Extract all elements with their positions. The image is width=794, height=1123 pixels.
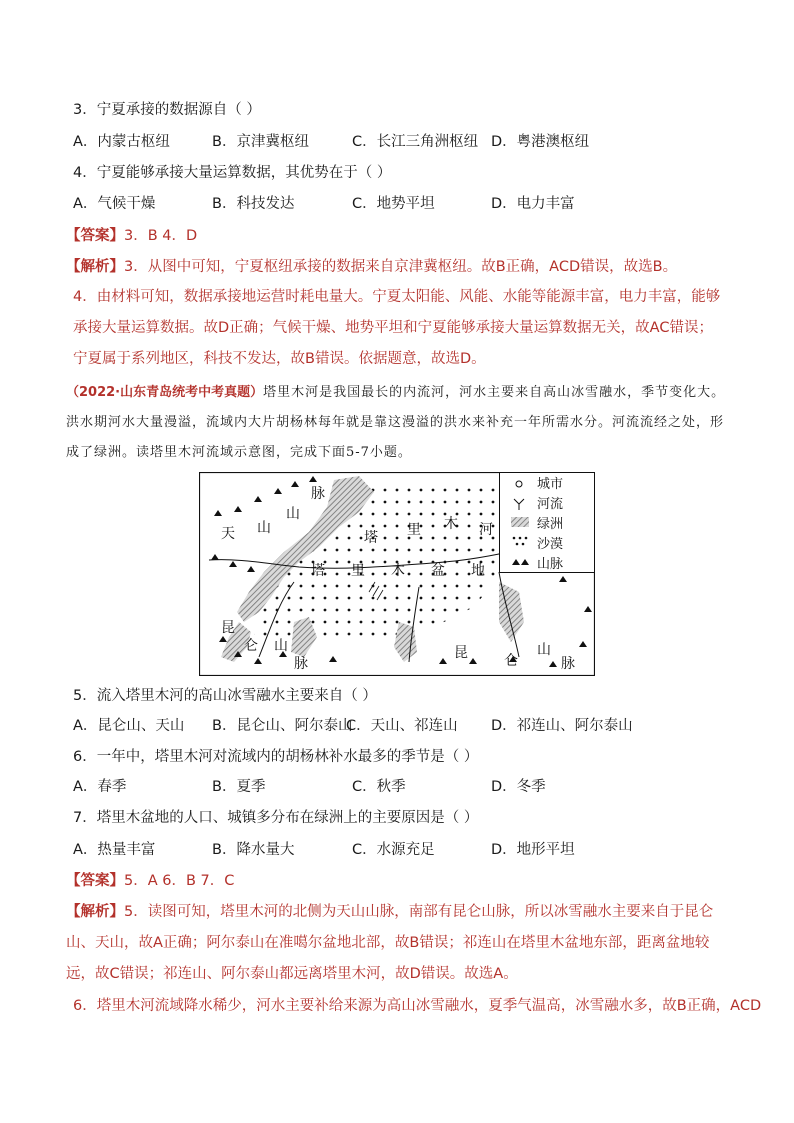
q7-option-a: A．热量丰富 xyxy=(73,842,156,858)
q7-option-b: B．降水量大 xyxy=(212,842,295,858)
label-ta2: 塔 xyxy=(311,563,325,579)
q6-option-a: A．春季 xyxy=(73,779,127,795)
q3-option-d: D．粤港澳枢纽 xyxy=(491,134,590,150)
explanation-6: 6．塔里木河流域降水稀少，河水主要补给来源为高山冰雪融水，夏季气温高，冰雪融水多，故B正确，ACD xyxy=(73,998,762,1014)
q6-stem: 6．一年中，塔里木河对流域内的胡杨林补水最多的季节是（ ） xyxy=(73,749,479,765)
legend-desert: 沙漠 xyxy=(537,537,564,552)
explanation-5-text: 5．读图可知，塔里木河的北侧为天山山脉，南部有昆仑山脉，所以冰雪融水主要来自于昆仑山、天山，故A正确；阿尔泰山在准噶尔盆地北部，故B错误；祁连山在塔里木盆地东部，距离盆地较远，故C错误；祁连山、阿尔泰山都远离塔里木河，故D错误。故选A。 xyxy=(66,904,714,982)
label-he: 河 xyxy=(479,522,493,538)
label-li2: 里 xyxy=(351,563,365,579)
label-kun: 昆 xyxy=(221,620,235,636)
label-lun2: 仑 xyxy=(504,653,518,669)
q7-option-d: D．地形平坦 xyxy=(491,842,575,858)
answer-3-4 xyxy=(66,226,197,246)
q3-option-c: C．长江三角洲枢纽 xyxy=(352,134,479,150)
legend-river: 河流 xyxy=(537,497,564,512)
explanation-label-2: 【解析】 xyxy=(66,904,124,920)
q7-stem: 7．塔里木盆地的人口、城镇多分布在绿洲上的主要原因是（ ） xyxy=(73,810,479,826)
q4-option-c: C．地势平坦 xyxy=(352,196,435,212)
q5-option-b: B．昆仑山、阿尔泰山 xyxy=(212,718,353,734)
legend-oasis: 绿洲 xyxy=(537,517,564,532)
label-mai3: 脉 xyxy=(561,656,575,672)
explanation-3 xyxy=(66,257,677,277)
answer-text: 3．B 4．D xyxy=(124,228,198,244)
label-mai2: 脉 xyxy=(294,656,308,672)
label-ta1: 塔 xyxy=(364,530,378,546)
label-mu1: 木 xyxy=(444,516,458,532)
label-shan3: 山 xyxy=(274,638,288,654)
explanation-label: 【解析】 xyxy=(66,259,124,275)
q6-option-d: D．冬季 xyxy=(491,779,546,795)
q4-option-d: D．电力丰富 xyxy=(491,196,575,212)
legend-city: 城市 xyxy=(537,477,564,492)
label-pen: 盆 xyxy=(431,563,445,579)
label-mai: 脉 xyxy=(311,486,325,502)
tarim-river-map xyxy=(199,472,595,676)
q4-stem: 4．宁夏能够承接大量运算数据，其优势在于（ ） xyxy=(73,165,392,181)
label-di: 地 xyxy=(471,563,485,579)
q6-option-c: C．秋季 xyxy=(352,779,406,795)
answer-label: 【答案】 xyxy=(66,228,124,244)
answer-label-2: 【答案】 xyxy=(66,873,124,889)
q4-option-a: A．气候干燥 xyxy=(73,196,156,212)
label-shan4: 山 xyxy=(537,642,551,658)
explanation-3-text: 3．从图中可知，宁夏枢纽承接的数据来自京津冀枢纽。故B正确，ACD错误，故选B。 xyxy=(124,259,678,275)
q3-option-b: B．京津冀枢纽 xyxy=(212,134,309,150)
passage-source: （2022·山东青岛统考中考真题） xyxy=(66,385,264,400)
q5-option-d: D．祁连山、阿尔泰山 xyxy=(491,718,633,734)
q5-option-c: C．天山、祁连山 xyxy=(346,718,458,734)
answer-text-2: 5．A 6．B 7．C xyxy=(124,873,235,889)
q3-option-a: A．内蒙古枢纽 xyxy=(73,134,170,150)
q4-option-b: B．科技发达 xyxy=(212,196,295,212)
q5-stem: 5．流入塔里木河的高山冰雪融水主要来自（ ） xyxy=(73,688,377,704)
label-lun: 仑 xyxy=(244,638,258,654)
q6-option-b: B．夏季 xyxy=(212,779,266,795)
label-kun2: 昆 xyxy=(454,645,468,661)
q7-option-c: C．水源充足 xyxy=(352,842,435,858)
answer-5-7 xyxy=(66,871,234,891)
passage-text: 塔里木河是我国最长的内流河，河水主要来自高山冰雪融水，季节变化大。洪水期河水大量漫溢，流域内大片胡杨林每年就是靠这漫溢的洪水来补充一年所需水分。河流流经之处，形成了绿洲。读塔里木河流域示意图，完成下面5-7小题。 xyxy=(66,385,726,460)
explanation-5 xyxy=(66,897,726,990)
explanation-4: 4．由材料可知，数据承接地运营时耗电量大。宁夏太阳能、风能、水能等能源丰富，电力丰富，能够承接大量运算数据。故D正确；气候干燥、地势平坦和宁夏能够承接大量运算数据无关，故AC错误；宁夏属于系列地区，科技不发达，故B错误。依据题意，故选D。 xyxy=(73,289,721,367)
label-li1: 里 xyxy=(407,522,421,538)
label-mu2: 木 xyxy=(391,563,405,579)
legend-mountain: 山脉 xyxy=(537,557,564,572)
passage xyxy=(66,378,726,468)
map-legend xyxy=(500,473,595,573)
label-shan2: 山 xyxy=(286,506,300,522)
q5-option-a: A．昆仑山、天山 xyxy=(73,718,185,734)
label-shan: 山 xyxy=(257,520,271,536)
label-tian: 天 xyxy=(221,526,235,542)
q3-stem: 3．宁夏承接的数据源自（ ） xyxy=(73,102,261,118)
